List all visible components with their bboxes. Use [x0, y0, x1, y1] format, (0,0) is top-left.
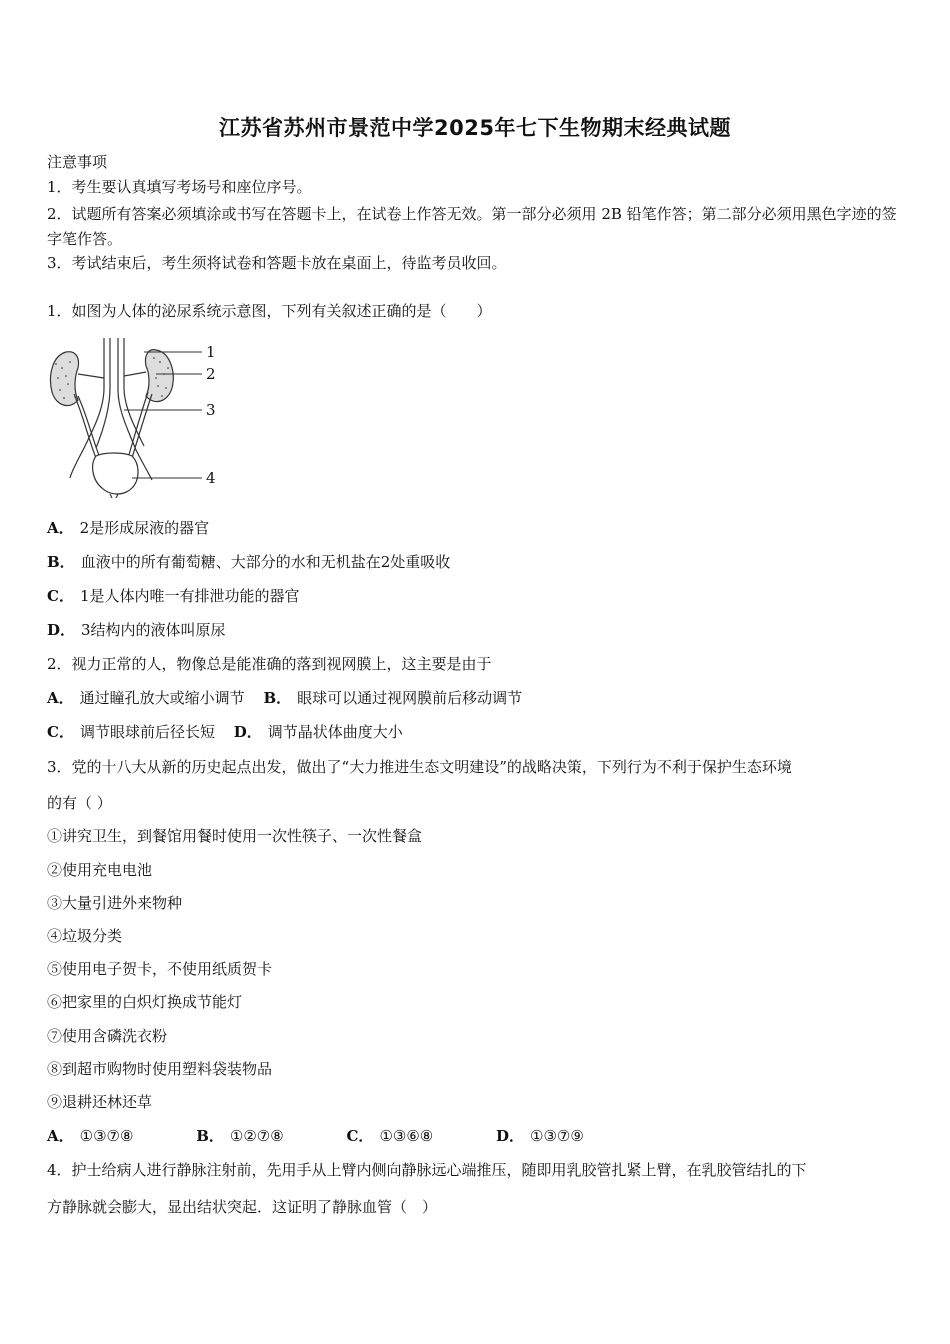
- option-text: 3结构内的液体叫原尿: [81, 621, 226, 639]
- figure-label: 3: [206, 401, 216, 419]
- option-letter: C．: [47, 587, 74, 605]
- option-text: ①②⑦⑧: [229, 1127, 284, 1145]
- list-item: ①讲究卫生，到餐馆用餐时使用一次性筷子、一次性餐盒: [47, 827, 423, 845]
- notice-heading: 注意事项: [47, 153, 108, 171]
- answer-option-row: [47, 688, 522, 708]
- option-letter: C．: [346, 1127, 374, 1145]
- option-text: ①③⑥⑧: [379, 1127, 434, 1145]
- option-text: 1是人体内唯一有排泄功能的器官: [79, 587, 300, 605]
- answer-option[interactable]: [346, 1127, 433, 1145]
- answer-option[interactable]: [196, 1127, 283, 1145]
- option-letter: B．: [47, 553, 75, 571]
- answer-option[interactable]: [47, 586, 300, 606]
- notice-item: 3．考试结束后，考生须将试卷和答题卡放在桌面上，待监考员收回。: [47, 254, 507, 272]
- option-letter: A．: [47, 519, 74, 537]
- list-item: ⑤使用电子贺卡，不使用纸质贺卡: [47, 960, 273, 978]
- question-3-stem: 的有（ ）: [47, 794, 112, 812]
- question-4-stem: 方静脉就会膨大，显出结状突起．这证明了静脉血管（ ）: [47, 1198, 438, 1216]
- option-letter: D．: [233, 723, 262, 741]
- option-text: ①③⑦⑧: [79, 1127, 134, 1145]
- option-text: 眼球可以通过视网膜前后移动调节: [297, 689, 523, 707]
- option-letter: D．: [496, 1127, 525, 1145]
- option-letter: D．: [47, 621, 76, 639]
- option-text: 调节眼球前后径长短: [79, 723, 215, 741]
- option-letter: C．: [47, 723, 74, 741]
- option-letter: A．: [47, 689, 74, 707]
- notice-item: 2．试题所有答案必须填涂或书写在答题卡上，在试卷上作答无效。第一部分必须用 2B 铅笔作答；第二部分必须用黑色字迹的签字笔作答。: [47, 205, 897, 248]
- notice-item: 1．考生要认真填写考场号和座位序号。: [47, 178, 312, 196]
- figure-label: 1: [206, 343, 216, 361]
- option-letter: A．: [47, 1127, 74, 1145]
- figure-label: 2: [206, 365, 216, 383]
- urinary-system-diagram: [44, 338, 244, 498]
- answer-option[interactable]: [496, 1127, 584, 1145]
- answer-option[interactable]: [234, 723, 403, 741]
- answer-option[interactable]: [263, 689, 522, 707]
- list-item: ③大量引进外来物种: [47, 894, 183, 912]
- option-text: 调节晶状体曲度大小: [267, 723, 403, 741]
- question-3-stem: 3．党的十八大从新的历史起点出发，做出了“大力推进生态文明建设”的战略决策，下列行为不利于保护生态环境: [47, 758, 792, 776]
- answer-option[interactable]: [47, 620, 226, 640]
- list-item: ⑦使用含磷洗衣粉: [47, 1027, 168, 1045]
- list-item: ⑥把家里的白炽灯换成节能灯: [47, 993, 243, 1011]
- option-text: 2是形成尿液的器官: [79, 519, 210, 537]
- question-2-stem: 2．视力正常的人，物像总是能准确的落到视网膜上，这主要是由于: [47, 655, 492, 673]
- option-letter: B．: [196, 1127, 224, 1145]
- question-4-stem: 4．护士给病人进行静脉注射前，先用手从上臂内侧向静脉远心端推压，随即用乳胶管扎紧上臂，在乳胶管结扎的下: [47, 1161, 807, 1179]
- option-text: 血液中的所有葡萄糖、大部分的水和无机盐在2处重吸收: [80, 553, 451, 571]
- page-title: 江苏省苏州市景范中学2025年七下生物期末经典试题: [219, 116, 731, 140]
- answer-option[interactable]: [47, 723, 215, 741]
- list-item: ⑨退耕还林还草: [47, 1093, 153, 1111]
- option-text: ①③⑦⑨: [530, 1127, 584, 1145]
- answer-option-row: [47, 722, 403, 742]
- figure-label: 4: [206, 469, 216, 487]
- list-item: ②使用充电电池: [47, 861, 153, 879]
- question-1-stem: 1．如图为人体的泌尿系统示意图，下列有关叙述正确的是（ ）: [47, 302, 492, 320]
- list-item: ④垃圾分类: [47, 927, 123, 945]
- answer-option-row: [47, 1126, 584, 1146]
- answer-option[interactable]: [47, 552, 450, 572]
- list-item: ⑧到超市购物时使用塑料袋装物品: [47, 1060, 273, 1078]
- option-letter: B．: [263, 689, 292, 707]
- answer-option[interactable]: [47, 1127, 133, 1145]
- answer-option[interactable]: [47, 689, 245, 707]
- option-text: 通过瞳孔放大或缩小调节: [79, 689, 245, 707]
- answer-option[interactable]: [47, 518, 209, 538]
